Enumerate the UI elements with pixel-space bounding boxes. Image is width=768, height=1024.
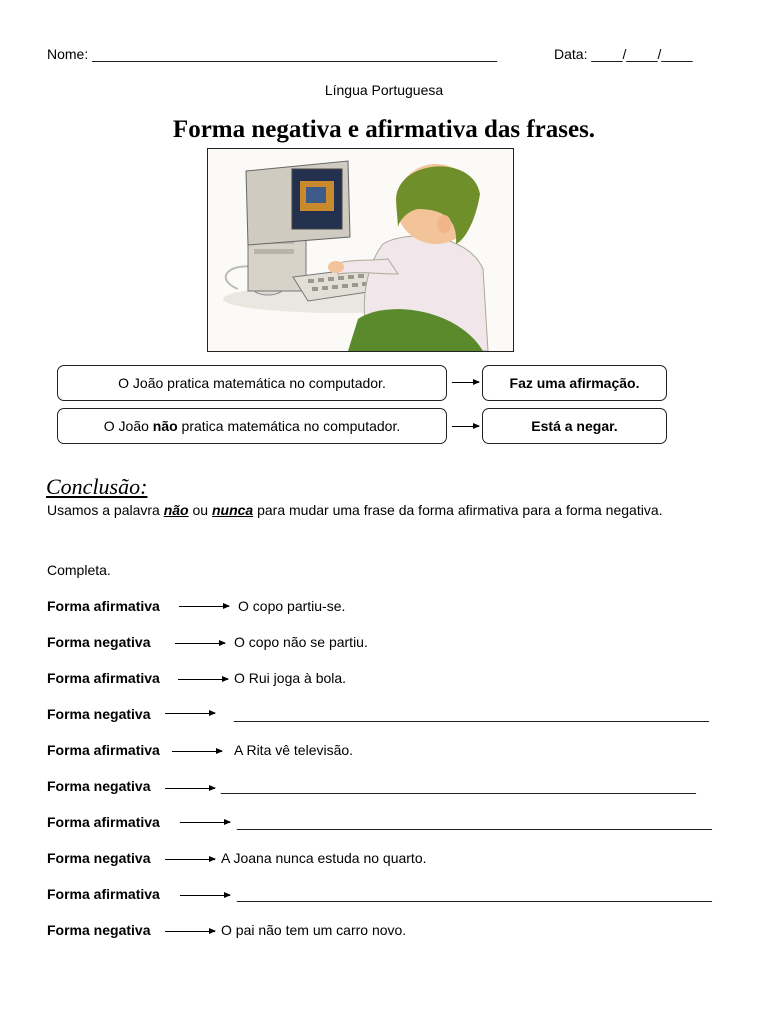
- example-negative-text-before: O João: [103, 418, 153, 434]
- page-title: Forma negativa e afirmativa das frases.: [172, 116, 596, 143]
- conclusion-text-1: Usamos a palavra: [47, 502, 164, 518]
- arrow-icon: [452, 426, 479, 427]
- arrow-icon: [178, 679, 228, 680]
- arrow-icon: [180, 895, 230, 896]
- exercise-answer-blank[interactable]: _____________________________________________________________: [237, 814, 712, 830]
- conclusion-heading: Conclusão:: [46, 474, 148, 499]
- exercise-answer-blank[interactable]: _____________________________________________________________: [237, 886, 712, 902]
- arrow-icon: [165, 931, 215, 932]
- instruction-text: Completa.: [47, 562, 111, 578]
- arrow-icon: [180, 822, 230, 823]
- exercise-answer: O pai não tem um carro novo.: [221, 922, 407, 938]
- arrow-icon: [452, 382, 479, 383]
- example-negative-text-after: pratica matemática no computador.: [177, 418, 401, 434]
- exercise-label: Forma afirmativa: [47, 598, 160, 614]
- exercise-answer: A Rita vê televisão.: [234, 742, 354, 758]
- exercise-answer: O copo não se partiu.: [234, 634, 368, 650]
- arrow-icon: [172, 751, 222, 752]
- arrow-icon: [165, 713, 215, 714]
- example-affirmative-result: Faz uma afirmação.: [482, 365, 667, 401]
- name-field-label: Nome: ____________________________________________________: [47, 46, 498, 62]
- example-negative-keyword: não: [152, 418, 178, 434]
- computer-illustration-icon: [208, 149, 513, 351]
- exercise-label: Forma negativa: [47, 706, 151, 722]
- exercise-answer-blank[interactable]: _____________________________________________________________: [221, 778, 696, 794]
- keyword-nao: não: [163, 502, 189, 518]
- subject-heading: Língua Portuguesa: [324, 82, 444, 98]
- exercise-answer-blank[interactable]: _____________________________________________________________: [234, 706, 709, 722]
- example-affirmative-sentence: [57, 365, 447, 401]
- exercise-answer: A Joana nunca estuda no quarto.: [221, 850, 427, 866]
- exercise-label: Forma negativa: [47, 778, 151, 794]
- example-negative-sentence: [57, 408, 447, 444]
- exercise-label: Forma afirmativa: [47, 886, 160, 902]
- date-field-label: Data: ____/____/____: [554, 46, 693, 62]
- exercise-label: Forma afirmativa: [47, 670, 160, 686]
- arrow-icon: [175, 643, 225, 644]
- arrow-icon: [179, 606, 229, 607]
- example-affirmative-text: O João pratica matemática no computador.: [118, 375, 386, 391]
- exercise-label: Forma negativa: [47, 922, 151, 938]
- exercise-label: Forma afirmativa: [47, 814, 160, 830]
- child-at-computer-illustration: [207, 148, 514, 352]
- conclusion-text-2: ou: [188, 502, 212, 518]
- arrow-icon: [165, 788, 215, 789]
- arrow-icon: [165, 859, 215, 860]
- exercise-answer: O copo partiu-se.: [238, 598, 346, 614]
- keyword-nunca: nunca: [211, 502, 254, 518]
- exercise-answer: O Rui joga à bola.: [234, 670, 347, 686]
- example-negative-result: Está a negar.: [482, 408, 667, 444]
- conclusion-paragraph: [47, 498, 707, 522]
- exercise-label: Forma negativa: [47, 634, 151, 650]
- exercise-label: Forma negativa: [47, 850, 151, 866]
- exercise-label: Forma afirmativa: [47, 742, 160, 758]
- conclusion-text-3: para mudar uma frase da forma afirmativa para a forma negativa.: [253, 502, 663, 518]
